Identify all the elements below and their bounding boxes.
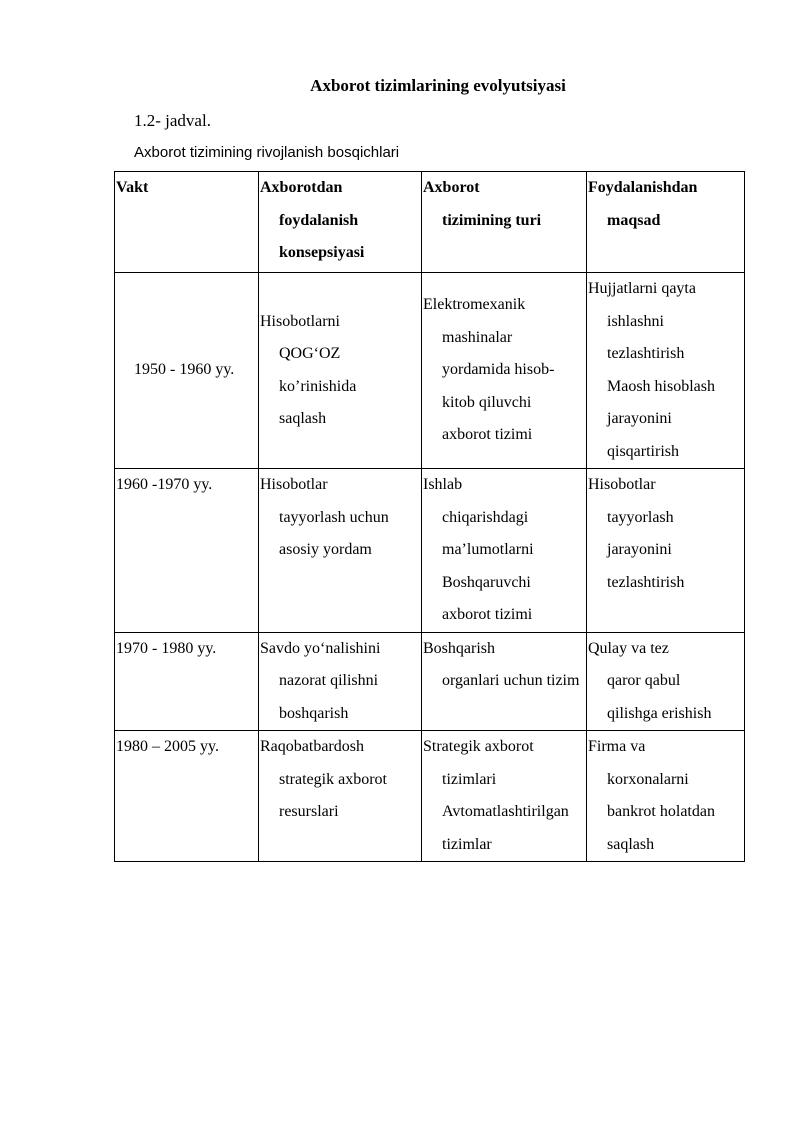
table-cell bbox=[259, 632, 422, 731]
cell-text: Strategik axborot tizimlari Avtomatlashtirilgan tizimlar bbox=[423, 738, 569, 853]
table-cell bbox=[115, 632, 259, 731]
table-cell bbox=[259, 469, 422, 633]
header-label: Foydalanishdan maqsad bbox=[588, 179, 698, 229]
table-row bbox=[115, 632, 745, 731]
table-cell bbox=[115, 273, 259, 469]
header-cell-concept bbox=[259, 172, 422, 273]
header-label: Axborot tizimining turi bbox=[423, 179, 542, 229]
cell-text: Firma va korxonalarni bankrot holatdan saqlash bbox=[588, 738, 715, 853]
table-row bbox=[115, 469, 745, 633]
cell-text: Hisobotlar tayyorlash uchun asosiy yordam bbox=[260, 476, 389, 558]
cell-text: 1970 - 1980 yy. bbox=[116, 639, 217, 657]
table-cell bbox=[422, 273, 587, 469]
table-number: 1.2- jadval. bbox=[134, 111, 211, 130]
table-cell bbox=[115, 469, 259, 633]
document-title: Axborot tizimlarining evolyutsiyasi bbox=[310, 76, 566, 95]
cell-text: 1980 – 2005 yy. bbox=[116, 738, 219, 755]
cell-text: Elektromexanik mashinalar yordamida hisob- kitob qiluvchi axborot tizimi bbox=[423, 296, 555, 444]
evolution-table bbox=[114, 171, 745, 862]
cell-text: Hujjatlarni qayta ishlashni tezlashtirish Maosh hisoblash jarayonini qisqartirish bbox=[588, 280, 715, 460]
cell-text: Ishlab chiqarishdagi ma’lumotlarni Boshqaruvchi axborot tizimi bbox=[423, 476, 534, 623]
table-cell bbox=[587, 632, 745, 731]
table-cell bbox=[259, 273, 422, 469]
cell-text: 1960 -1970 yy. bbox=[116, 476, 213, 493]
table-cell bbox=[422, 469, 587, 633]
table-cell bbox=[587, 731, 745, 862]
header-cell-purpose bbox=[587, 172, 745, 273]
table-cell bbox=[587, 273, 745, 469]
cell-text: Boshqarish organlari uchun tizim bbox=[423, 639, 580, 689]
table-cell bbox=[587, 469, 745, 633]
cell-text: 1950 - 1960 yy. bbox=[134, 361, 235, 379]
cell-text: Raqobatbardosh strategik axborot resurslari bbox=[260, 738, 387, 820]
table-header-row bbox=[115, 172, 745, 273]
header-label: Vakt bbox=[116, 179, 149, 196]
cell-text: Qulay va tez qaror qabul qilishga erishish bbox=[588, 639, 712, 722]
cell-text: Hisobotlarni QOG‘OZ ko’rinishida saqlash bbox=[260, 312, 357, 427]
cell-text: Hisobotlar tayyorlash jarayonini tezlashtirish bbox=[588, 476, 685, 591]
table-cell bbox=[422, 731, 587, 862]
table-row bbox=[115, 273, 745, 469]
header-label: Axborotdan foydalanish konsepsiyasi bbox=[260, 179, 365, 261]
table-row bbox=[115, 731, 745, 862]
table-cell bbox=[115, 731, 259, 862]
header-cell-period bbox=[115, 172, 259, 273]
header-cell-system-type bbox=[422, 172, 587, 273]
cell-text: Savdo yo‘nalishini nazorat qilishni boshqarish bbox=[260, 639, 381, 722]
table-caption: Axborot tizimining rivojlanish bosqichlari bbox=[134, 144, 400, 161]
table-cell bbox=[259, 731, 422, 862]
table-cell bbox=[422, 632, 587, 731]
